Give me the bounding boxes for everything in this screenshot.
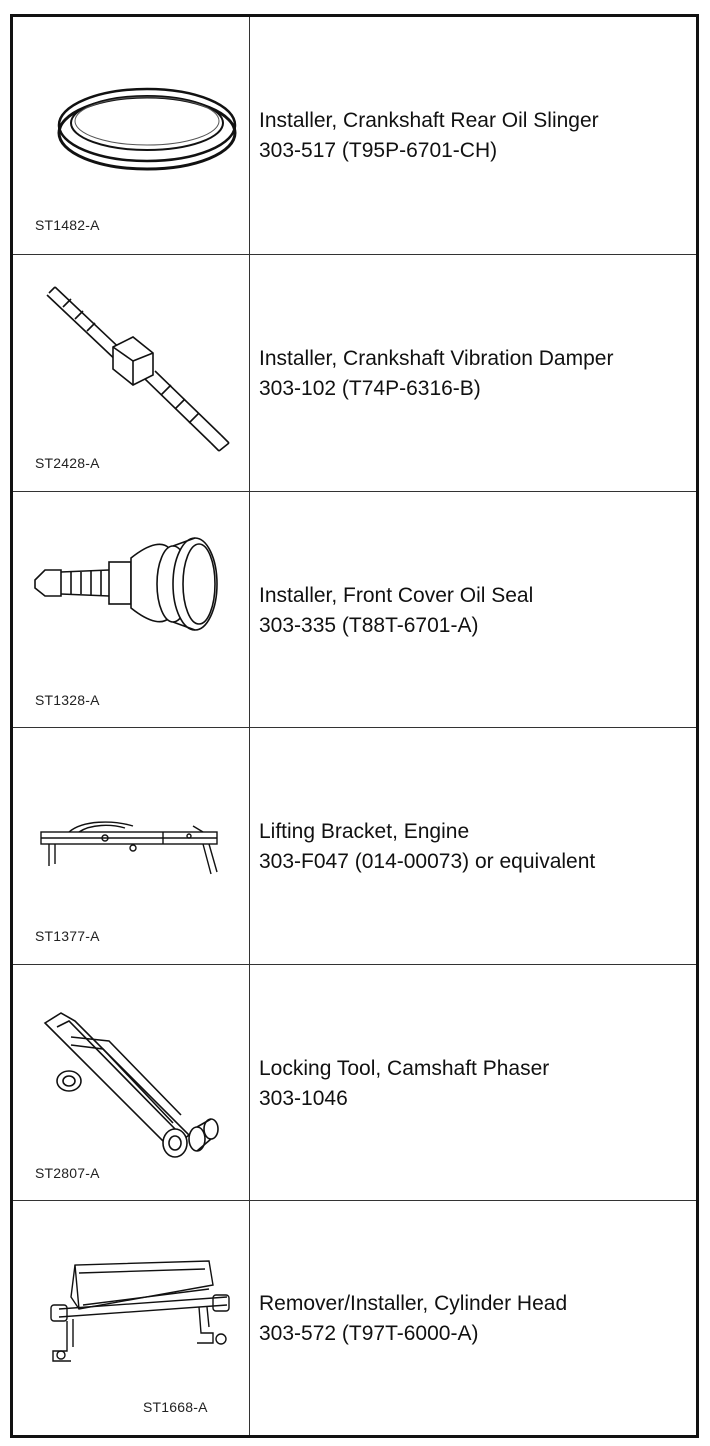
illustration-code: ST2807-A <box>35 1165 100 1181</box>
tool-number: 303-1046 <box>259 1087 348 1110</box>
table-row <box>13 727 696 964</box>
cylinder-head-remover-installer-illustration <box>13 1201 249 1436</box>
tool-number: 303-572 (T97T-6000-A) <box>259 1322 479 1345</box>
illustration-code: ST1328-A <box>35 692 100 708</box>
tool-illustration-cell <box>13 17 249 254</box>
tool-number: 303-102 (T74P-6316-B) <box>259 377 481 400</box>
tool-illustration-cell <box>13 492 249 727</box>
tool-description <box>259 344 613 404</box>
tool-name: Locking Tool, Camshaft Phaser <box>259 1057 550 1080</box>
special-tools-table <box>10 14 699 1438</box>
tool-illustration-cell <box>13 255 249 491</box>
table-row <box>13 17 696 254</box>
tool-description <box>259 581 533 641</box>
tool-number: 303-F047 (014-00073) or equivalent <box>259 850 596 873</box>
table-row <box>13 254 696 491</box>
illustration-code: ST1482-A <box>35 217 100 233</box>
illustration-code: ST2428-A <box>35 455 100 471</box>
tool-name: Remover/Installer, Cylinder Head <box>259 1292 568 1315</box>
tool-description <box>259 817 595 877</box>
illustration-code: ST1377-A <box>35 928 100 944</box>
tool-name: Installer, Crankshaft Vibration Damper <box>259 347 614 370</box>
tool-description <box>259 1054 549 1114</box>
tool-illustration-cell <box>13 1201 249 1435</box>
tool-name: Lifting Bracket, Engine <box>259 820 470 843</box>
tool-number: 303-517 (T95P-6701-CH) <box>259 139 498 162</box>
tool-name: Installer, Crankshaft Rear Oil Slinger <box>259 109 599 132</box>
tool-description <box>259 106 599 166</box>
tool-name: Installer, Front Cover Oil Seal <box>259 584 534 607</box>
tool-illustration-cell <box>13 728 249 964</box>
table-row <box>13 964 696 1200</box>
illustration-code: ST1668-A <box>143 1399 208 1415</box>
tool-illustration-cell <box>13 965 249 1200</box>
tool-number: 303-335 (T88T-6701-A) <box>259 614 479 637</box>
table-row <box>13 491 696 727</box>
table-row <box>13 1200 696 1435</box>
tool-description <box>259 1289 567 1349</box>
